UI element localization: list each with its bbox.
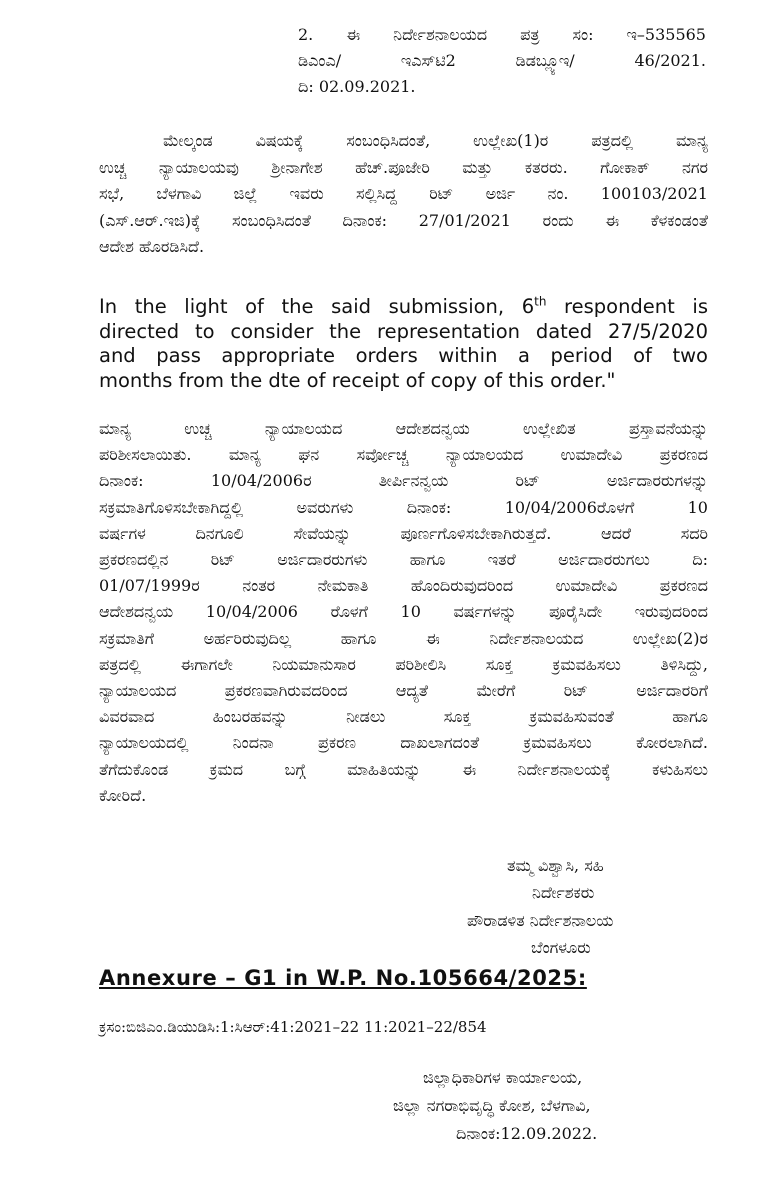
- paragraph-line: ಮೇಲ್ಕಂಡ ವಿಷಯಕ್ಕೆ ಸಂಬಂಧಿಸಿದಂತೆ, ಉಲ್ಲೇಖ(1)ರ ಪತ್ರದಲ್ಲಿ ಮಾನ್ಯ: [163, 131, 708, 150]
- paragraph-line: ವರ್ಷಗಳ ದಿನಗೂಲಿ ಸೇವೆಯನ್ನು ಪೂರ್ಣಗೊಳಿಸಬೇಕಾಗಿರುತ್ತದೆ. ಆದರೆ ಸದರಿ: [99, 523, 708, 543]
- paragraph-line: ಪತ್ರದಲ್ಲಿ ಈಗಾಗಲೇ ನಿಯಮಾನುಸಾರ ಪರಿಶೀಲಿಸಿ ಸೂಕ್ತ ಕ್ರಮವಹಿಸಲು ತಿಳಿಸಿದ್ದು,: [99, 654, 708, 674]
- paragraph-directorate-response: [99, 416, 708, 809]
- quote-text: respondent is: [546, 295, 708, 318]
- ordinal-superscript: th: [534, 294, 547, 309]
- paragraph-line: ಆದೇಶದನ್ವಯ 10/04/2006 ರೊಳಗೆ 10 ವರ್ಷಗಳನ್ನು ಪೂರೈಸಿದೇ ಇರುವುದರಿಂದ: [99, 602, 708, 622]
- quote-text: In the light of the said submission, 6: [99, 295, 535, 318]
- paragraph-line: ಕೋರಿದೆ.: [99, 785, 147, 805]
- annexure-heading: Annexure – G1 in W.P. No.105664/2025:: [99, 966, 587, 990]
- paragraph-line: ದಿನಾಂಕ: 10/04/2006ರ ತೀರ್ಪಿನನ್ವಯ ರಿಟ್ ಅರ್ಜಿದಾರರುಗಳನ್ನು: [99, 471, 708, 491]
- signatory-city: ಬೆಂಗಳೂರು: [531, 938, 591, 957]
- paragraph-line: ನ್ಯಾಯಾಲಯದ ಪ್ರಕರಣವಾಗಿರುವದರಿಂದ ಆದ್ಯತೆ ಮೇರೆಗೆ ರಿಟ್ ಅರ್ಜಿದಾರರಿಗೆ: [99, 681, 708, 701]
- reference-letter-block: [298, 22, 706, 100]
- paragraph-line: ನ್ಯಾಯಾಲಯದಲ್ಲಿ ನಿಂದನಾ ಪ್ರಕರಣ ದಾಖಲಾಗದಂತೆ ಕ್ರಮವಹಿಸಲು ಕೋರಲಾಗಿದೆ.: [99, 733, 708, 753]
- reference-line: ದಿ: 02.09.2021.: [298, 77, 416, 96]
- reference-line: ಡಿಎಂಎ/ ಇಎಸ್‌ಟಿ2 ಡಿಡಬ್ಲ್ಯೂಇ/ 46/2021.: [298, 51, 706, 70]
- paragraph-line: ಸಕ್ರಮಾತಿಗೊಳಿಸಬೇಕಾಗಿದ್ದಲ್ಲಿ ಅವರುಗಳು ದಿನಾಂಕ: 10/04/2006ರೊಳಗೆ 10: [99, 497, 708, 517]
- quote-line: directed to consider the representation dated 27/5/2020: [99, 319, 708, 343]
- paragraph-line: ವಿವರವಾದ ಹಿಂಬರಹವನ್ನು ನೀಡಲು ಸೂಕ್ತ ಕ್ರಮವಹಿಸುವಂತೆ ಹಾಗೂ: [99, 707, 708, 727]
- paragraph-line: ಪ್ರಕರಣದಲ್ಲಿನ ರಿಟ್ ಅರ್ಜಿದಾರರುಗಳು ಹಾಗೂ ಇತರೆ ಅರ್ಜಿದಾರರುಗಲು ದಿ:: [99, 550, 708, 570]
- signatory-designation: ನಿರ್ದೇಶಕರು: [532, 883, 595, 902]
- quote-line: [99, 295, 708, 320]
- quoted-court-order: [99, 295, 708, 393]
- signatory-office: ಪೌರಾಡಳಿತ ನಿರ್ದೇಶನಾಲಯ: [467, 911, 614, 930]
- quote-line: and pass appropriate orders within a period of two: [99, 344, 708, 367]
- office-name: ಜಿಲ್ಲಾಧಿಕಾರಿಗಳ ಕಾರ್ಯಾಲಯ,: [423, 1068, 583, 1087]
- quote-line: months from the dte of receipt of copy of this order.": [99, 368, 616, 392]
- office-department: ಜಿಲ್ಲಾ ನಗರಾಭಿವೃದ್ಧಿ ಕೋಶ, ಬೆಳಗಾವಿ,: [393, 1096, 591, 1115]
- paragraph-line: ಸಕ್ರಮಾತಿಗೆ ಅರ್ಹರಿರುವುದಿಲ್ಲ ಹಾಗೂ ಈ ನಿರ್ದೇಶನಾಲಯದ ಉಲ್ಲೇಖ(2)ರ: [99, 628, 708, 648]
- paragraph-line: (ಎಸ್.ಆರ್.ಇಜಿ)ಕ್ಕೆ ಸಂಬಂಧಿಸಿದಂತೆ ದಿನಾಂಕ: 27/01/2021 ರಂದು ಈ ಕೆಳಕಂಡಂತೆ: [99, 210, 708, 230]
- office-date: ದಿನಾಂಕ:12.09.2022.: [456, 1124, 598, 1143]
- reference-line: 2. ಈ ನಿರ್ದೇಶನಾಲಯದ ಪತ್ರ ಸಂ: ಇ–535565: [298, 25, 706, 44]
- paragraph-line: ತೆಗೆದುಕೊಂಡ ಕ್ರಮದ ಬಗ್ಗೆ ಮಾಹಿತಿಯನ್ನು ಈ ನಿರ್ದೇಶನಾಲಯಕ್ಕೆ ಕಳುಹಿಸಲು: [99, 759, 708, 779]
- paragraph-line: 01/07/1999ರ ನಂತರ ನೇಮಕಾತಿ ಹೊಂದಿರುವುದರಿಂದ ಉಮಾದೇವಿ ಪ್ರಕರಣದ: [99, 576, 708, 596]
- paragraph-line: ಸಭೆ, ಬೆಳಗಾವಿ ಜಿಲ್ಲೆ ಇವರು ಸಲ್ಲಿಸಿದ್ದ ರಿಟ್ ಅರ್ಜಿ ನಂ. 100103/2021: [99, 184, 708, 203]
- paragraph-line: ಮಾನ್ಯ ಉಚ್ಚ ನ್ಯಾಯಾಲಯದ ಆದೇಶದನ್ವಯ ಉಲ್ಲೇಖಿತ ಪ್ರಸ್ತಾವನೆಯನ್ನು: [99, 419, 708, 438]
- paragraph-line: ಆದೇಶ ಹೊರಡಿಸಿದೆ.: [99, 237, 205, 256]
- paragraph-court-order-intro: [99, 128, 708, 261]
- signature-closing: ತಮ್ಮ ವಿಶ್ವಾಸಿ, ಸಹಿ: [507, 856, 604, 875]
- paragraph-line: ಪರಿಶೀಸಲಾಯಿತು. ಮಾನ್ಯ ಘನ ಸರ್ವೋಚ್ಚ ನ್ಯಾಯಾಲಯದ ಉಮಾದೇವಿ ಪ್ರಕರಣದ: [99, 445, 708, 465]
- reference-number: ಕ್ರಸಂ:ಬಿಜಿಎಂ.ಡಿಯುಡಿಸಿ:1:ಸಿಆರ್:41:2021–22 11:2021–22/854: [99, 1018, 487, 1036]
- paragraph-line: ಉಚ್ಚ ನ್ಯಾಯಾಲಯವು ಶ್ರೀನಾಗೇಶ ಹೆಚ್.ಪೂಜೇರಿ ಮತ್ತು ಕತರರು. ಗೋಕಾಕ್ ನಗರ: [99, 157, 708, 177]
